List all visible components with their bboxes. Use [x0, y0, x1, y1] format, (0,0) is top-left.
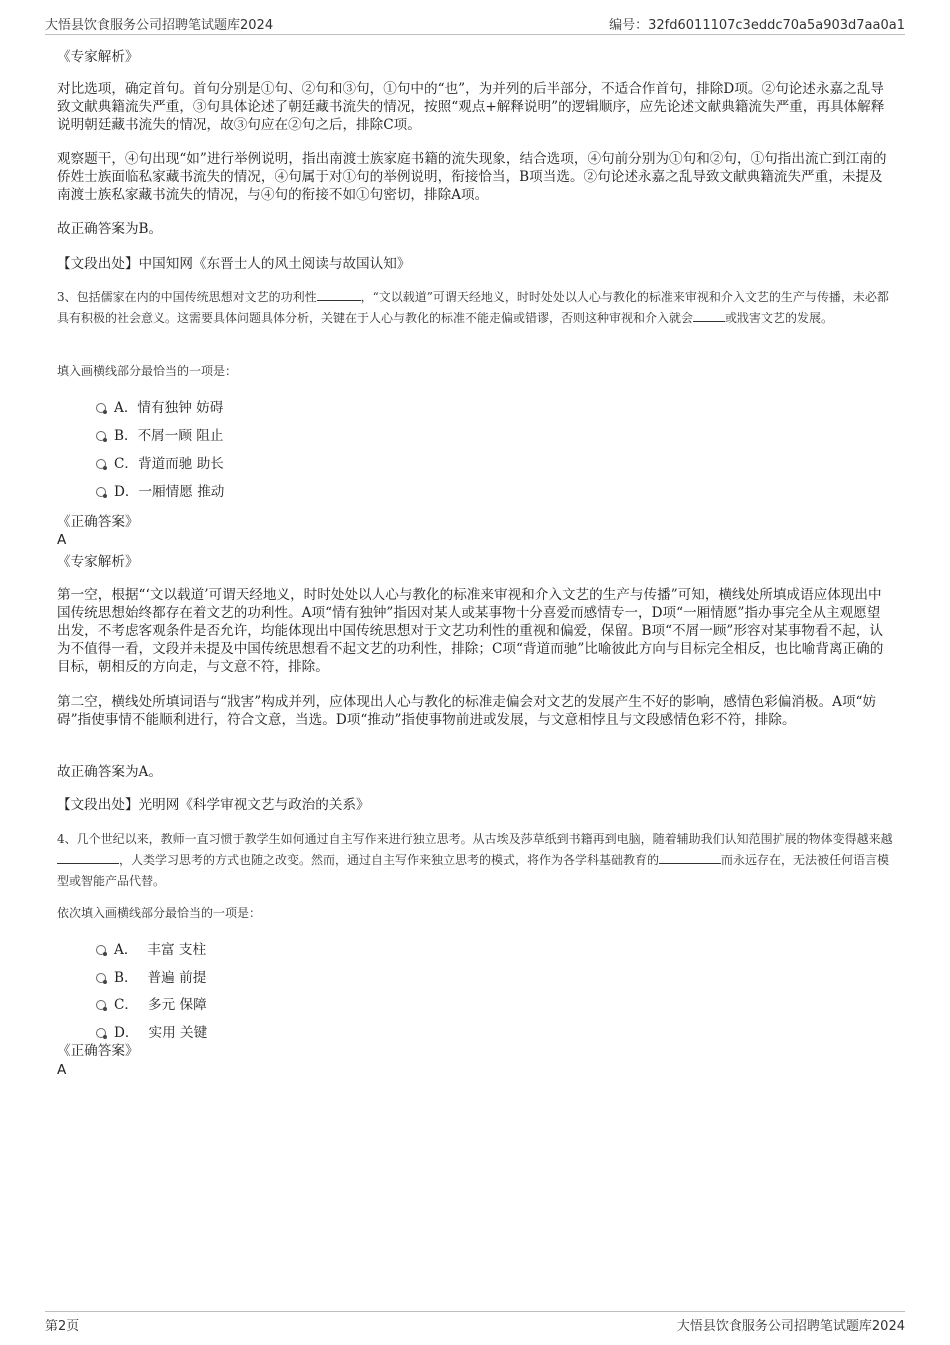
option-letter: C．: [114, 456, 138, 472]
q3-option-a[interactable]: [96, 399, 223, 417]
q3-answer: A: [57, 532, 67, 548]
option-text: 一厢情愿 推动: [138, 484, 225, 500]
option-letter: A．: [114, 942, 138, 958]
q3-answer-label: 《正确答案》: [57, 514, 139, 530]
radio-icon[interactable]: [96, 1000, 106, 1010]
q3-source: 【文段出处】光明网《科学审视文艺与政治的关系》: [57, 797, 370, 813]
radio-icon[interactable]: [96, 431, 106, 441]
header-title: 大悟县饮食服务公司招聘笔试题库2024: [45, 18, 274, 33]
q3-stem-part1: 3、包括儒家在内的中国传统思想对文艺的功利性: [57, 290, 317, 304]
page-header: [45, 14, 905, 35]
q4-option-b[interactable]: [96, 969, 206, 987]
option-letter: D．: [114, 484, 139, 500]
q4-option-a[interactable]: [96, 941, 206, 959]
q3-blank-1: [317, 288, 361, 301]
q2-analysis-label: 《专家解析》: [57, 49, 139, 65]
option-text: 丰富 支柱: [147, 942, 207, 958]
q3-stem: [57, 287, 897, 329]
q4-option-c[interactable]: [96, 996, 207, 1014]
radio-icon[interactable]: [96, 973, 106, 983]
option-text: 普遍 前提: [147, 970, 207, 986]
q2-source: 【文段出处】中国知网《东晋士人的风土阅读与故国认知》: [57, 256, 411, 272]
q4-stem: [57, 829, 897, 892]
q3-analysis-p2: 第二空，横线处所填词语与“戕害”构成并列，应体现出人心与教化的标准走偏会对文艺的发展产生不好的影响，感情色彩偏消极。A项“妨碍”指使事情不能顺利进行，符合文意，当选。D项“推动”指使事物前进或发展，与文意相悖且与文段感情色彩不符，排除。: [57, 694, 877, 728]
q3-option-d[interactable]: [96, 483, 224, 501]
q3-option-b[interactable]: [96, 427, 223, 445]
page-number: 第2页: [45, 1319, 80, 1334]
q4-answer: A: [57, 1062, 67, 1078]
q4-stem-part1: 4、几个世纪以来，教师一直习惯于教学生如何通过自主写作来进行独立思考。从古埃及莎草纸到书籍再到电脑，随着辅助我们认知范围扩展的物体变得越来越: [57, 832, 893, 846]
option-text: 实用 关键: [148, 1025, 208, 1041]
option-text: 多元 保障: [148, 997, 207, 1013]
q3-stem-part2: ，“文以载道”可谓天经地义，时时处处以人心与教化的标准来审视和介入文艺的生产与传播，未必都具有积极的社会意义。这需要具体问题具体分析，关键在于人心与教化的标准不能走偏或错谬，否则这种审视和介入就会: [57, 290, 889, 325]
option-letter: C．: [114, 997, 138, 1013]
q3-option-c[interactable]: [96, 455, 224, 473]
q3-conclusion: 故正确答案为A。: [57, 764, 162, 780]
q2-conclusion: 故正确答案为B。: [57, 221, 163, 237]
q3-stem-part3: 或戕害文艺的发展。: [725, 311, 834, 325]
header-doc-id: 编号：32fd6011107c3eddc70a5a903d7aa0a1: [609, 18, 905, 33]
option-letter: B．: [114, 970, 138, 986]
option-text: 背道而驰 助长: [138, 456, 224, 472]
radio-icon[interactable]: [96, 945, 106, 955]
q4-stem-part3: 而永远存在，无法被任何语言模型或智能产品代替。: [57, 853, 890, 888]
q3-blank-2: [693, 309, 725, 322]
q4-blank-2: [659, 851, 721, 864]
q2-analysis-p1: 对比选项，确定首句。首句分别是①句、②句和③句，①句中的“也”，为并列的后半部分，不适合作首句，排除D项。②句论述永嘉之乱导致文献典籍流失严重，③句具体论述了朝廷藏书流失的情况，按照“观点+解释说明”的逻辑顺序，应先论述文献典籍流失严重，再具体解释说明朝廷藏书流失的情况，故③句应在②句之后，排除C项。: [57, 81, 885, 133]
footer-title: 大悟县饮食服务公司招聘笔试题库2024: [676, 1319, 905, 1334]
radio-icon[interactable]: [96, 487, 106, 497]
option-letter: B．: [114, 428, 138, 444]
q4-prompt: 依次填入画横线部分最恰当的一项是：: [57, 906, 262, 920]
radio-icon[interactable]: [96, 403, 106, 413]
option-text: 情有独钟 妨碍: [137, 400, 224, 416]
q4-answer-label: 《正确答案》: [57, 1043, 139, 1059]
q4-stem-part2: ，人类学习思考的方式也随之改变。然而，通过自主写作来独立思考的模式，将作为各学科基础教育的: [119, 853, 660, 867]
option-letter: A．: [114, 400, 138, 416]
option-letter: D．: [114, 1025, 139, 1041]
q3-analysis-label: 《专家解析》: [57, 554, 139, 570]
radio-icon[interactable]: [96, 1028, 106, 1038]
q3-prompt: 填入画横线部分最恰当的一项是：: [57, 364, 238, 378]
q4-blank-1: [57, 851, 119, 864]
radio-icon[interactable]: [96, 459, 106, 469]
q3-analysis-p1: 第一空，根据“‘文以载道’可谓天经地义，时时处处以人心与教化的标准来审视和介入文艺的生产与传播”可知，横线处所填成语应体现出中国传统思想始终都存在着文艺的功利性。A项“情有独钟”指因对某人或某事物十分喜爱而感情专一，D项“一厢情愿”指办事完全从主观愿望出发，不考虑客观条件是否允许，均能体现出中国传统思想对于文艺功利性的重视和偏爱，保留。B项“不屑一顾”形容对某事物看不起，认为不值得一看，文段并未提及中国传统思想看不起文艺的功利性，排除；C项“背道而驰”比喻彼此方向与目标完全相反，也比喻背离正确的目标，朝相反的方向走，与文意不符，排除。: [57, 587, 884, 675]
q4-option-d[interactable]: [96, 1024, 207, 1042]
q2-analysis-p2: 观察题干，④句出现“如”进行举例说明，指出南渡士族家庭书籍的流失现象，结合选项，④句前分别为①句和②句，①句指出流亡到江南的侨姓士族面临私家藏书流失的情况，④句属于对①句的举例说明，衔接恰当，B项当选。②句论述永嘉之乱导致文献典籍流失严重，未提及南渡士族私家藏书流失的情况，与④句的衔接不如①句密切，排除A项。: [57, 151, 887, 203]
page-footer: [45, 1311, 905, 1334]
option-text: 不屑一顾 阻止: [137, 428, 224, 444]
